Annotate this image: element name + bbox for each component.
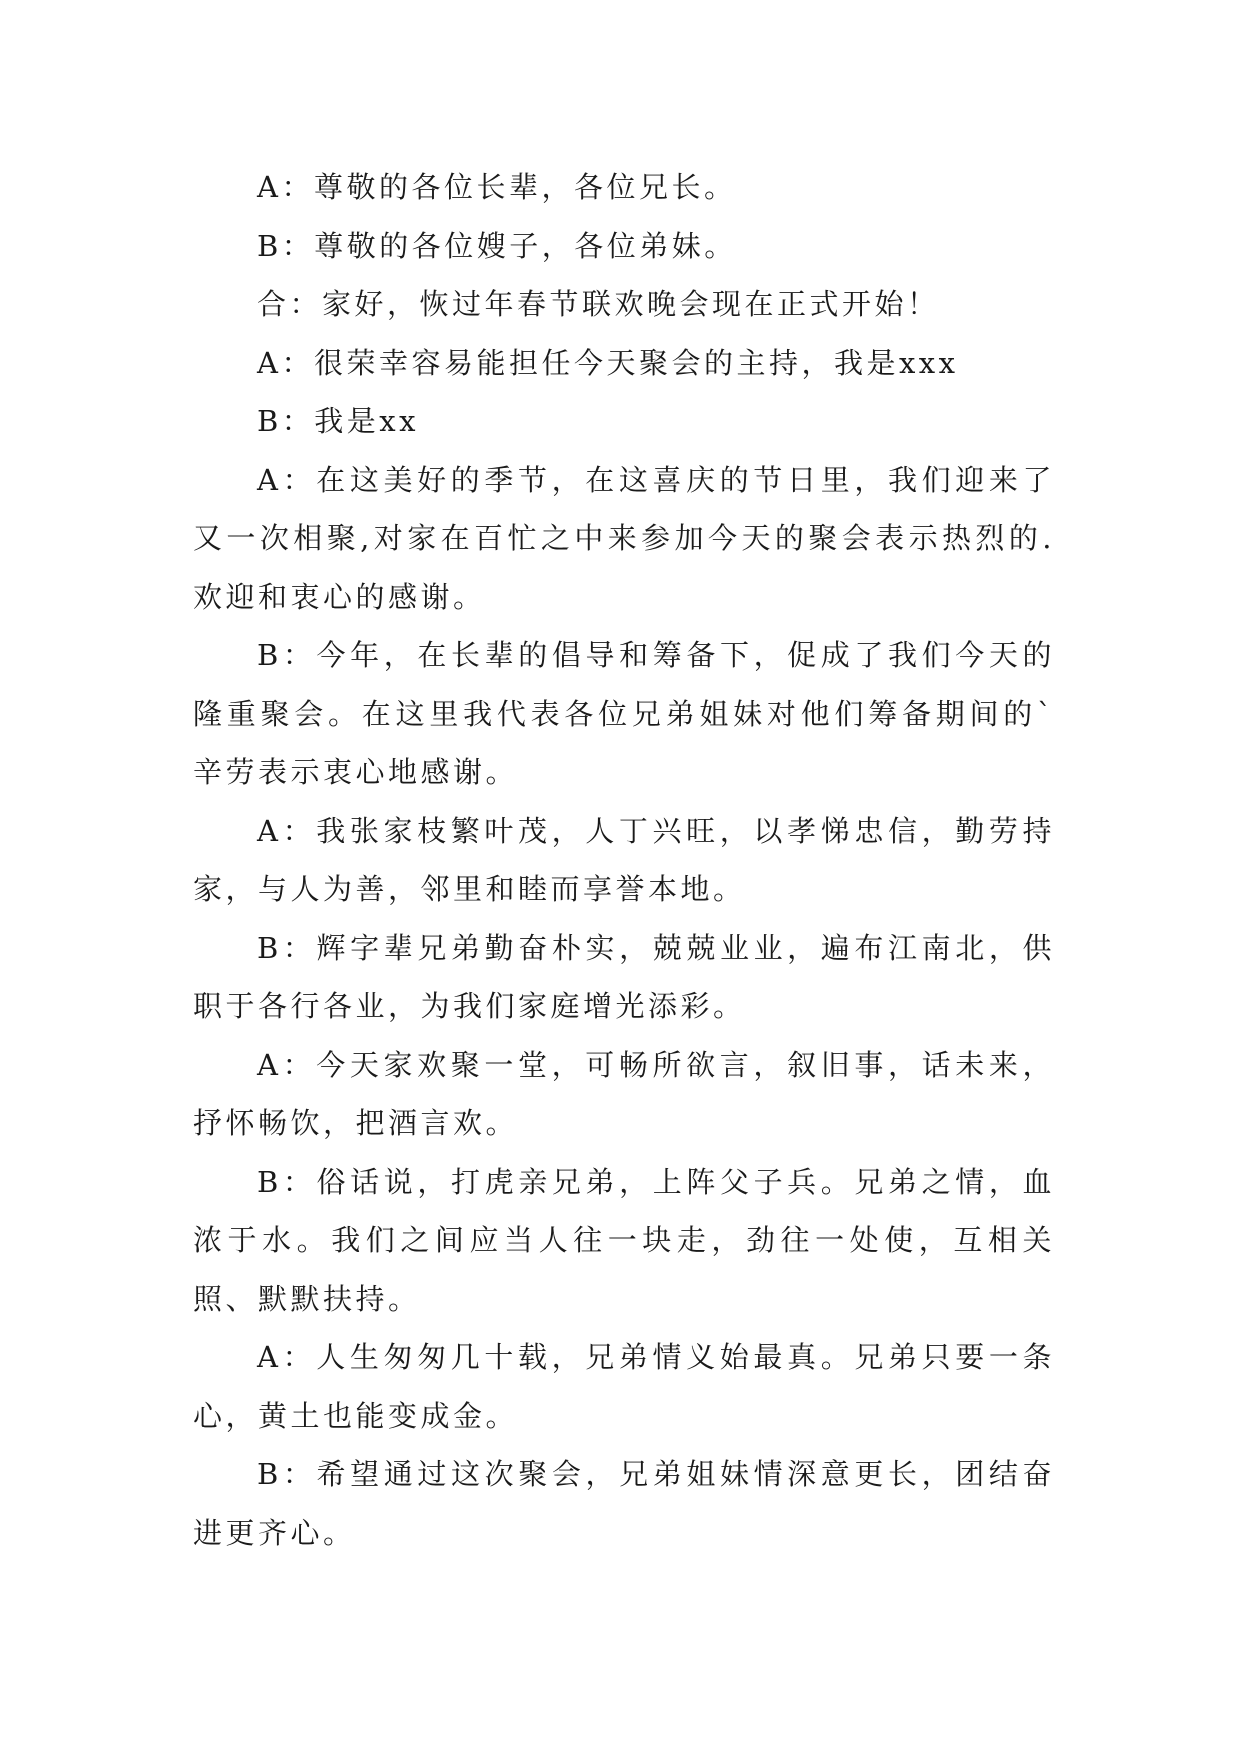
paragraph: A：很荣幸容易能担任今天聚会的主持，我是xxx [257,345,959,380]
document-body [193,158,1055,1562]
paragraph: A：我张家枝繁叶茂，人丁兴旺，以孝悌忠信，勤劳持家，与人为善，邻里和睦而享誉本地。 [193,813,1055,906]
paragraph: B：俗话说，打虎亲兄弟，上阵父子兵。兄弟之情，血浓于水。我们之间应当人往一块走，劲往一处使，互相关照、默默扶持。 [193,1164,1055,1316]
paragraph: B：我是xx [257,404,420,438]
paragraph: B：希望通过这次聚会，兄弟姐妹情深意更长，团结奋进更齐心。 [193,1457,1055,1550]
paragraph: B：辉字辈兄弟勤奋朴实，兢兢业业，遍布江南北，供职于各行各业，为我们家庭增光添彩。 [193,930,1055,1023]
paragraph: B：尊敬的各位嫂子，各位弟妹。 [257,228,737,263]
paragraph: A：今天家欢聚一堂，可畅所欲言，叙旧事，话未来，抒怀畅饮，把酒言欢。 [193,1047,1055,1140]
paragraph: A：人生匆匆几十载，兄弟情义始最真。兄弟只要一条心，黄土也能变成金。 [193,1340,1055,1433]
paragraph: A：尊敬的各位长辈，各位兄长。 [257,170,737,204]
paragraph: 合：家好，恢过年春节联欢晚会现在正式开始！ [257,287,940,321]
paragraph: B：今年，在长辈的倡导和筹备下，促成了我们今天的隆重聚会。在这里我代表各位兄弟姐妹对他们筹备期间的`辛劳表示衷心地感谢。 [193,638,1055,789]
paragraph: A：在这美好的季节，在这喜庆的节日里，我们迎来了又一次相聚,对家在百忙之中来参加今天的聚会表示热烈的.欢迎和衷心的感谢。 [193,462,1055,614]
